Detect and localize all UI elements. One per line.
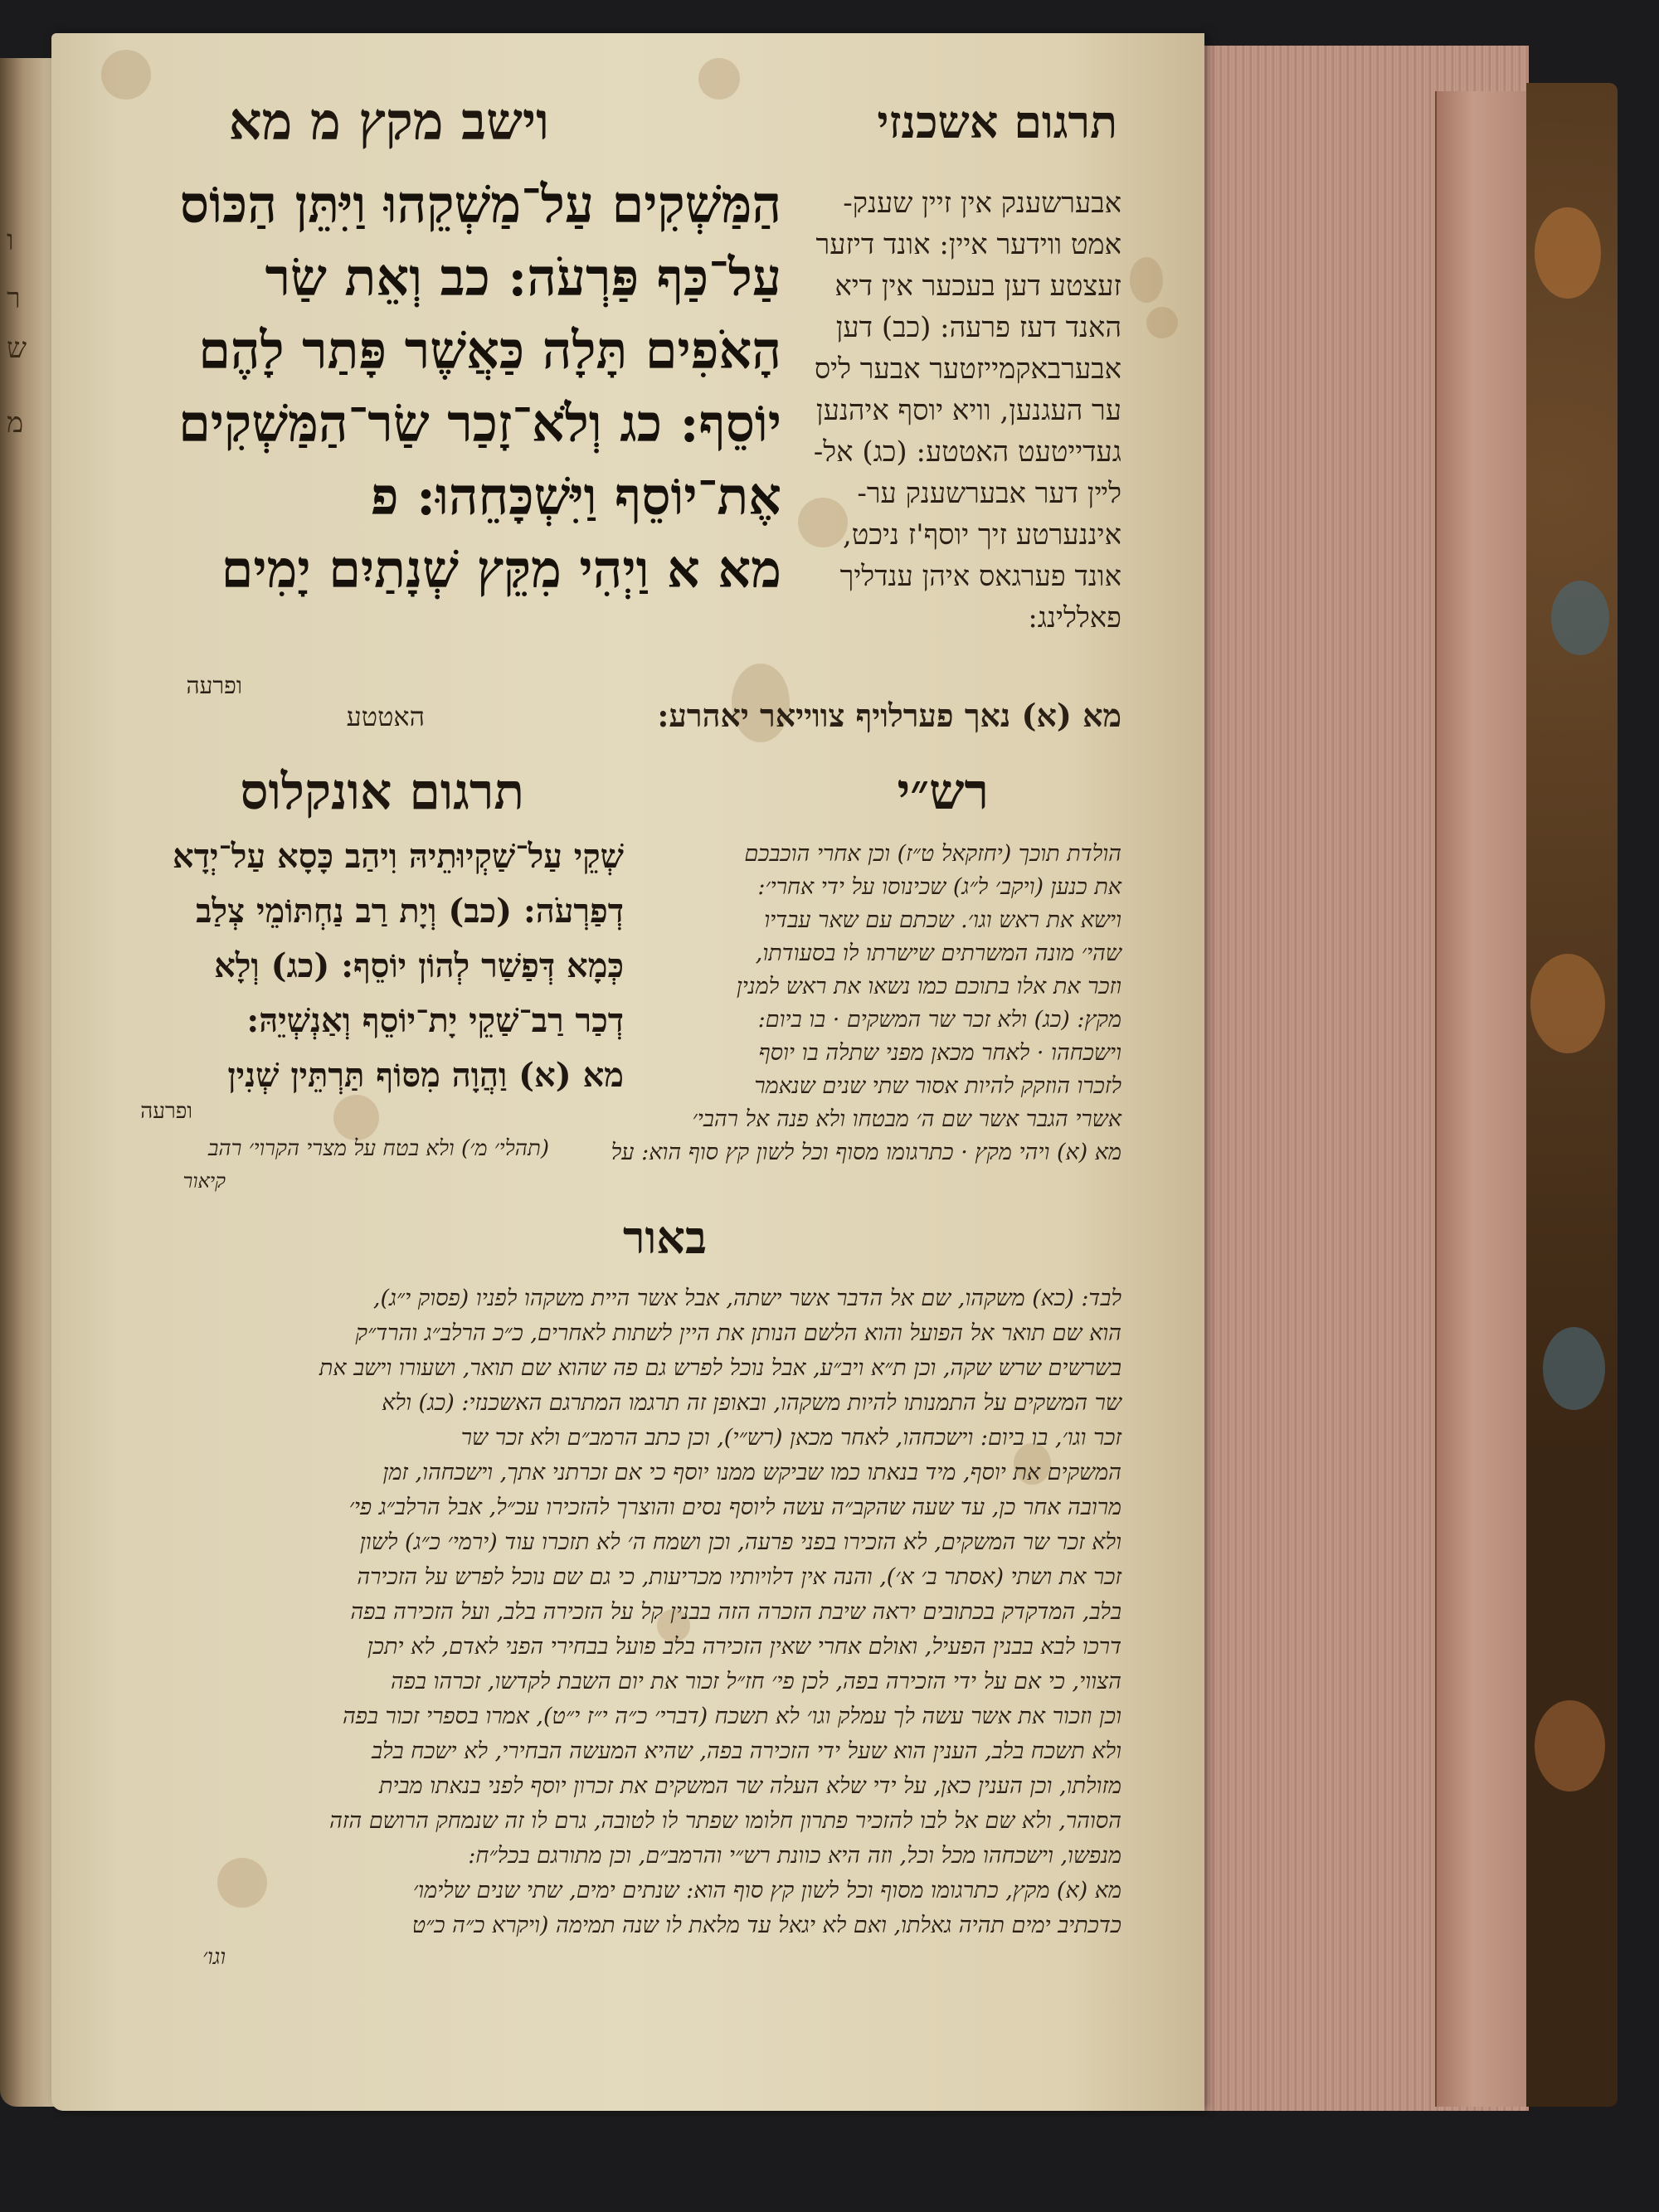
biur-line: מא (א) מקץ, כתרגומו מסוף וכל לשון קץ סוף הוא: שנתים ימים, שתי שנים שלימו׳ xyxy=(412,1878,1121,1903)
yiddish-line: אמט ווידער איין: אונד דיזער xyxy=(815,228,1121,261)
torah-line: אֶת־יוֹסֵף וַיִּשְׁכָּחֵהוּ: פ xyxy=(370,466,781,527)
running-header-right: תרגום אשכנזי xyxy=(877,95,1117,148)
rashi-catchword: קיאור xyxy=(182,1169,226,1193)
rashi-heading: רש״י xyxy=(897,763,989,821)
torah-line: עַל־כַּף פַּרְעֹה: כב וְאֵת שַׂר xyxy=(265,247,781,308)
onkelos-line: דְפַרְעֹה: (כב) וְיָת רַב נַחְתּוֹמֵי צְלַב xyxy=(196,892,624,931)
yiddish-line: געדייטעט האטטע: (כג) אל- xyxy=(813,435,1121,469)
book-fore-edge-inner xyxy=(1435,91,1528,2107)
left-page-glyph: ר xyxy=(7,282,21,315)
biur-line: זכר את ושתי (אסתר ב׳ א׳), והנה אין דלויותיו מכריעות, כי גם שם נוכל לפרש על הזכירה xyxy=(357,1564,1121,1590)
biur-line: מנפשו, וישכחהו מכל וכל, וזה היא כוונת רש״י והרמב״ם, וכן מתורגם בכל״ח: xyxy=(468,1843,1121,1869)
biur-line: זכר וגו׳, בו ביום: וישכחהו, לאחר מכאן (רש״י), וכן כתב הרמב״ם ולא זכר שר xyxy=(460,1425,1121,1451)
rashi-line: מקץ: (כג) ולא זכר שר המשקים · בו ביום: xyxy=(757,1007,1121,1033)
rashi-line: לזכרו הוזקק להיות אסור שתי שנים שנאמר xyxy=(754,1073,1121,1099)
torah-line: מא א וַיְהִי מִקֵּץ שְׁנָתַיִם יָמִים xyxy=(221,539,781,600)
yiddish-line: אבערשענק אין זיין שענק- xyxy=(843,187,1121,220)
biur-line: שר המשקים על התמנותו להיות משקהו, ובאופן זה תרגמו המתרגם האשכנזי: (כג) ולא xyxy=(382,1390,1121,1416)
rashi-line: אשרי הגבר אשר שם ה׳ מבטחו ולא פנה אל רהבי׳ xyxy=(692,1106,1121,1132)
onkelos-line: מא (א) וַהֲוָה מִסּוֹף תַּרְתֵּין שְׁנִין xyxy=(227,1056,624,1095)
rashi-column xyxy=(574,838,1121,1169)
rashi-continuation: (תהלי׳ מ׳) ולא בטח על מצרי הקרוי׳ רהב xyxy=(207,1136,549,1161)
biur-heading: באור xyxy=(622,1211,707,1264)
onkelos-line: שְׁקֵי עַל־שַׁקְיוּתֵיהּ וִיהַב כָּסָא עַל־יְדָא xyxy=(173,837,624,876)
biur-line: בלב, המדקדק בכתובים יראה שיבת הזכרה הזה בבנין קל על הזכירה בלב, ועל הזכירה בפה xyxy=(350,1599,1121,1625)
biur-continuation: וגו׳ xyxy=(202,1945,226,1970)
rashi-line: הולדת תוכך (יחזקאל ט״ז) וכן אחרי הוכבכם xyxy=(744,841,1121,867)
running-header-left: וישב מקץ מ מא xyxy=(228,91,549,152)
rashi-line: את כנען (ויקב׳ ל״ג) שכינוסו על ידי אחרי׳: xyxy=(757,874,1121,900)
biur-line: דרכו לבא בבנין הפעיל, ואולם אחרי שאין הזכירה בלב פועל בבחירי הפני לאדם, לא יתכן xyxy=(367,1634,1121,1660)
left-page-glyph: ו xyxy=(7,224,14,257)
yiddish-line: פאללינג: xyxy=(1028,601,1121,634)
left-page-glyph: מ xyxy=(7,406,24,440)
torah-line: יוֹסֵף: כג וְלֹא־זָכַר שַׂר־הַמַּשְׁקִים xyxy=(178,393,781,454)
rashi-line: מא (א) ויהי מקץ · כתרגומו מסוף וכל לשון קץ סוף הוא: על xyxy=(611,1140,1121,1165)
rashi-line: וישא את ראש וגו׳. שכתם עם שאר עבדיו xyxy=(764,907,1121,933)
yiddish-line: אבערבאקמייזטער אבער ליס xyxy=(814,352,1121,386)
yiddish-catchword: האטטע xyxy=(346,701,425,732)
torah-line: הַמַּשְׁקִים עַל־מַשְׁקֵהוּ וַיִּתֵּן הַכּוֹס xyxy=(179,174,781,235)
torah-catchword: ופרעה xyxy=(186,672,242,699)
biur-line: הסוהר, ולא שם אל לבו להזכיר פתרון חלומו שפתר לו לטובה, גרם לו זה שנמחק הרושם הזה xyxy=(329,1808,1121,1834)
biur-line: הוא שם תואר אל הפועל והוא הלשם הנותן את היין לשתות לאחרים, כ״כ הרלב״ג והרד״ק xyxy=(355,1320,1121,1346)
rashi-line: וזכר את אלו בתוכם כמו נשאו את ראש למנין xyxy=(736,974,1121,999)
rashi-line: שהי׳ מונה המשרתים שישרתו לו בסעודתו, xyxy=(755,941,1121,966)
biur-line: מרובה אחר כן, עד שעה שהקב״ה עשה ליוסף נסים והוצרך להזכירו עכ״ל, אבל הרלב״ג פי׳ xyxy=(348,1495,1121,1520)
yiddish-line: ער העגנען, וויא יוסף איהנען xyxy=(815,394,1121,427)
biur-line: ולא זכר שר המשקים, לא הזכירו בפני פרעה, וכן ושמח ה׳ לא תזכרו עוד (ירמי׳ כ״ג) לשון xyxy=(359,1529,1121,1555)
biur-line: מזולתו, וכן הענין כאן, על ידי שלא העלה שר המשקים את זכרון יוסף לפני בנאתו מבית xyxy=(378,1773,1121,1799)
biur-line: כדכתיב ימים תהיה גאלתו, ואם לא יגאל עד מלאת לו שנה תמימה (ויקרא כ״ה כ״ט xyxy=(411,1913,1121,1938)
biur-line: לבד: (כא) משקהו, שם אל הדבר אשר ישתה, אבל אשר היית משקהו לפניו (פסוק י״ג), xyxy=(372,1286,1121,1311)
yiddish-translation xyxy=(814,182,1121,639)
biur-line: וכן וזכור את אשר עשה לך עמלק וגו׳ לא תשכח (דברי׳ כ״ה י״ז י״ט), אמרו בספרי זכור בפה xyxy=(342,1704,1121,1729)
biur-line: ולא תשכח בלב, הענין הוא שעל ידי הזכירה בפה, שהיא המעשה הבחירי, לא ישכח בלב xyxy=(372,1738,1121,1764)
biur-line: הצווי, כי אם על ידי הזכירה בפה, לכן פי׳ חז״ל זכור את יום השבת לקדשו, זכרהו בפה xyxy=(390,1669,1121,1694)
onkelos-heading: תרגום אונקלוס xyxy=(240,763,524,821)
biur-line: בשרשים שרש שקה, וכן ת״א ויב״ע, אבל נוכל לפרש גם פה שהוא שם תואר, ושעורו וישב את xyxy=(319,1355,1121,1381)
onkelos-column xyxy=(109,829,624,1103)
rashi-line: וישכחהו · לאחר מכאן מפני שתלה בו יוסף xyxy=(758,1040,1121,1066)
yiddish-catchline: מא (א) נאך פערלויף צווייאר יאהרע: xyxy=(657,697,1121,734)
biur-commentary xyxy=(93,1281,1121,1943)
onkelos-catchword: ופרעה xyxy=(140,1099,192,1124)
torah-line: הָאֹפִים תָּלָה כַּאֲשֶׁר פָּתַר לָהֶם xyxy=(198,320,781,381)
biur-line: המשקים את יוסף, מיד בנאתו כמו שביקש ממנו יוסף כי אם זכרתני אתך, וישכחהו, זמן xyxy=(382,1460,1121,1485)
book-page xyxy=(51,33,1204,2111)
yiddish-line: האנד דעז פרעה: (כב) דען xyxy=(835,311,1121,344)
left-page-glyph: ש xyxy=(7,332,27,365)
yiddish-line: איננערטע זיך יוסף'ז ניכט, xyxy=(843,518,1121,552)
left-page-edge xyxy=(0,58,58,2107)
yiddish-line: לײן דער אבערשענק ער- xyxy=(857,477,1121,510)
book-cover-marbled xyxy=(1526,83,1618,2107)
yiddish-line: אונד פערגאס איהן ענדליך xyxy=(839,560,1121,593)
onkelos-line: דְכַר רַב־שַׁקֵי יָת־יוֹסֵף וְאַנְשְׁיֵהּ: xyxy=(246,1001,624,1040)
yiddish-line: זעצטע דען בעכער אין דיא xyxy=(834,270,1121,303)
onkelos-line: כְּמָא דְּפַשַׁר לְהוֹן יוֹסֵף: (כג) וְלָא xyxy=(214,946,624,985)
